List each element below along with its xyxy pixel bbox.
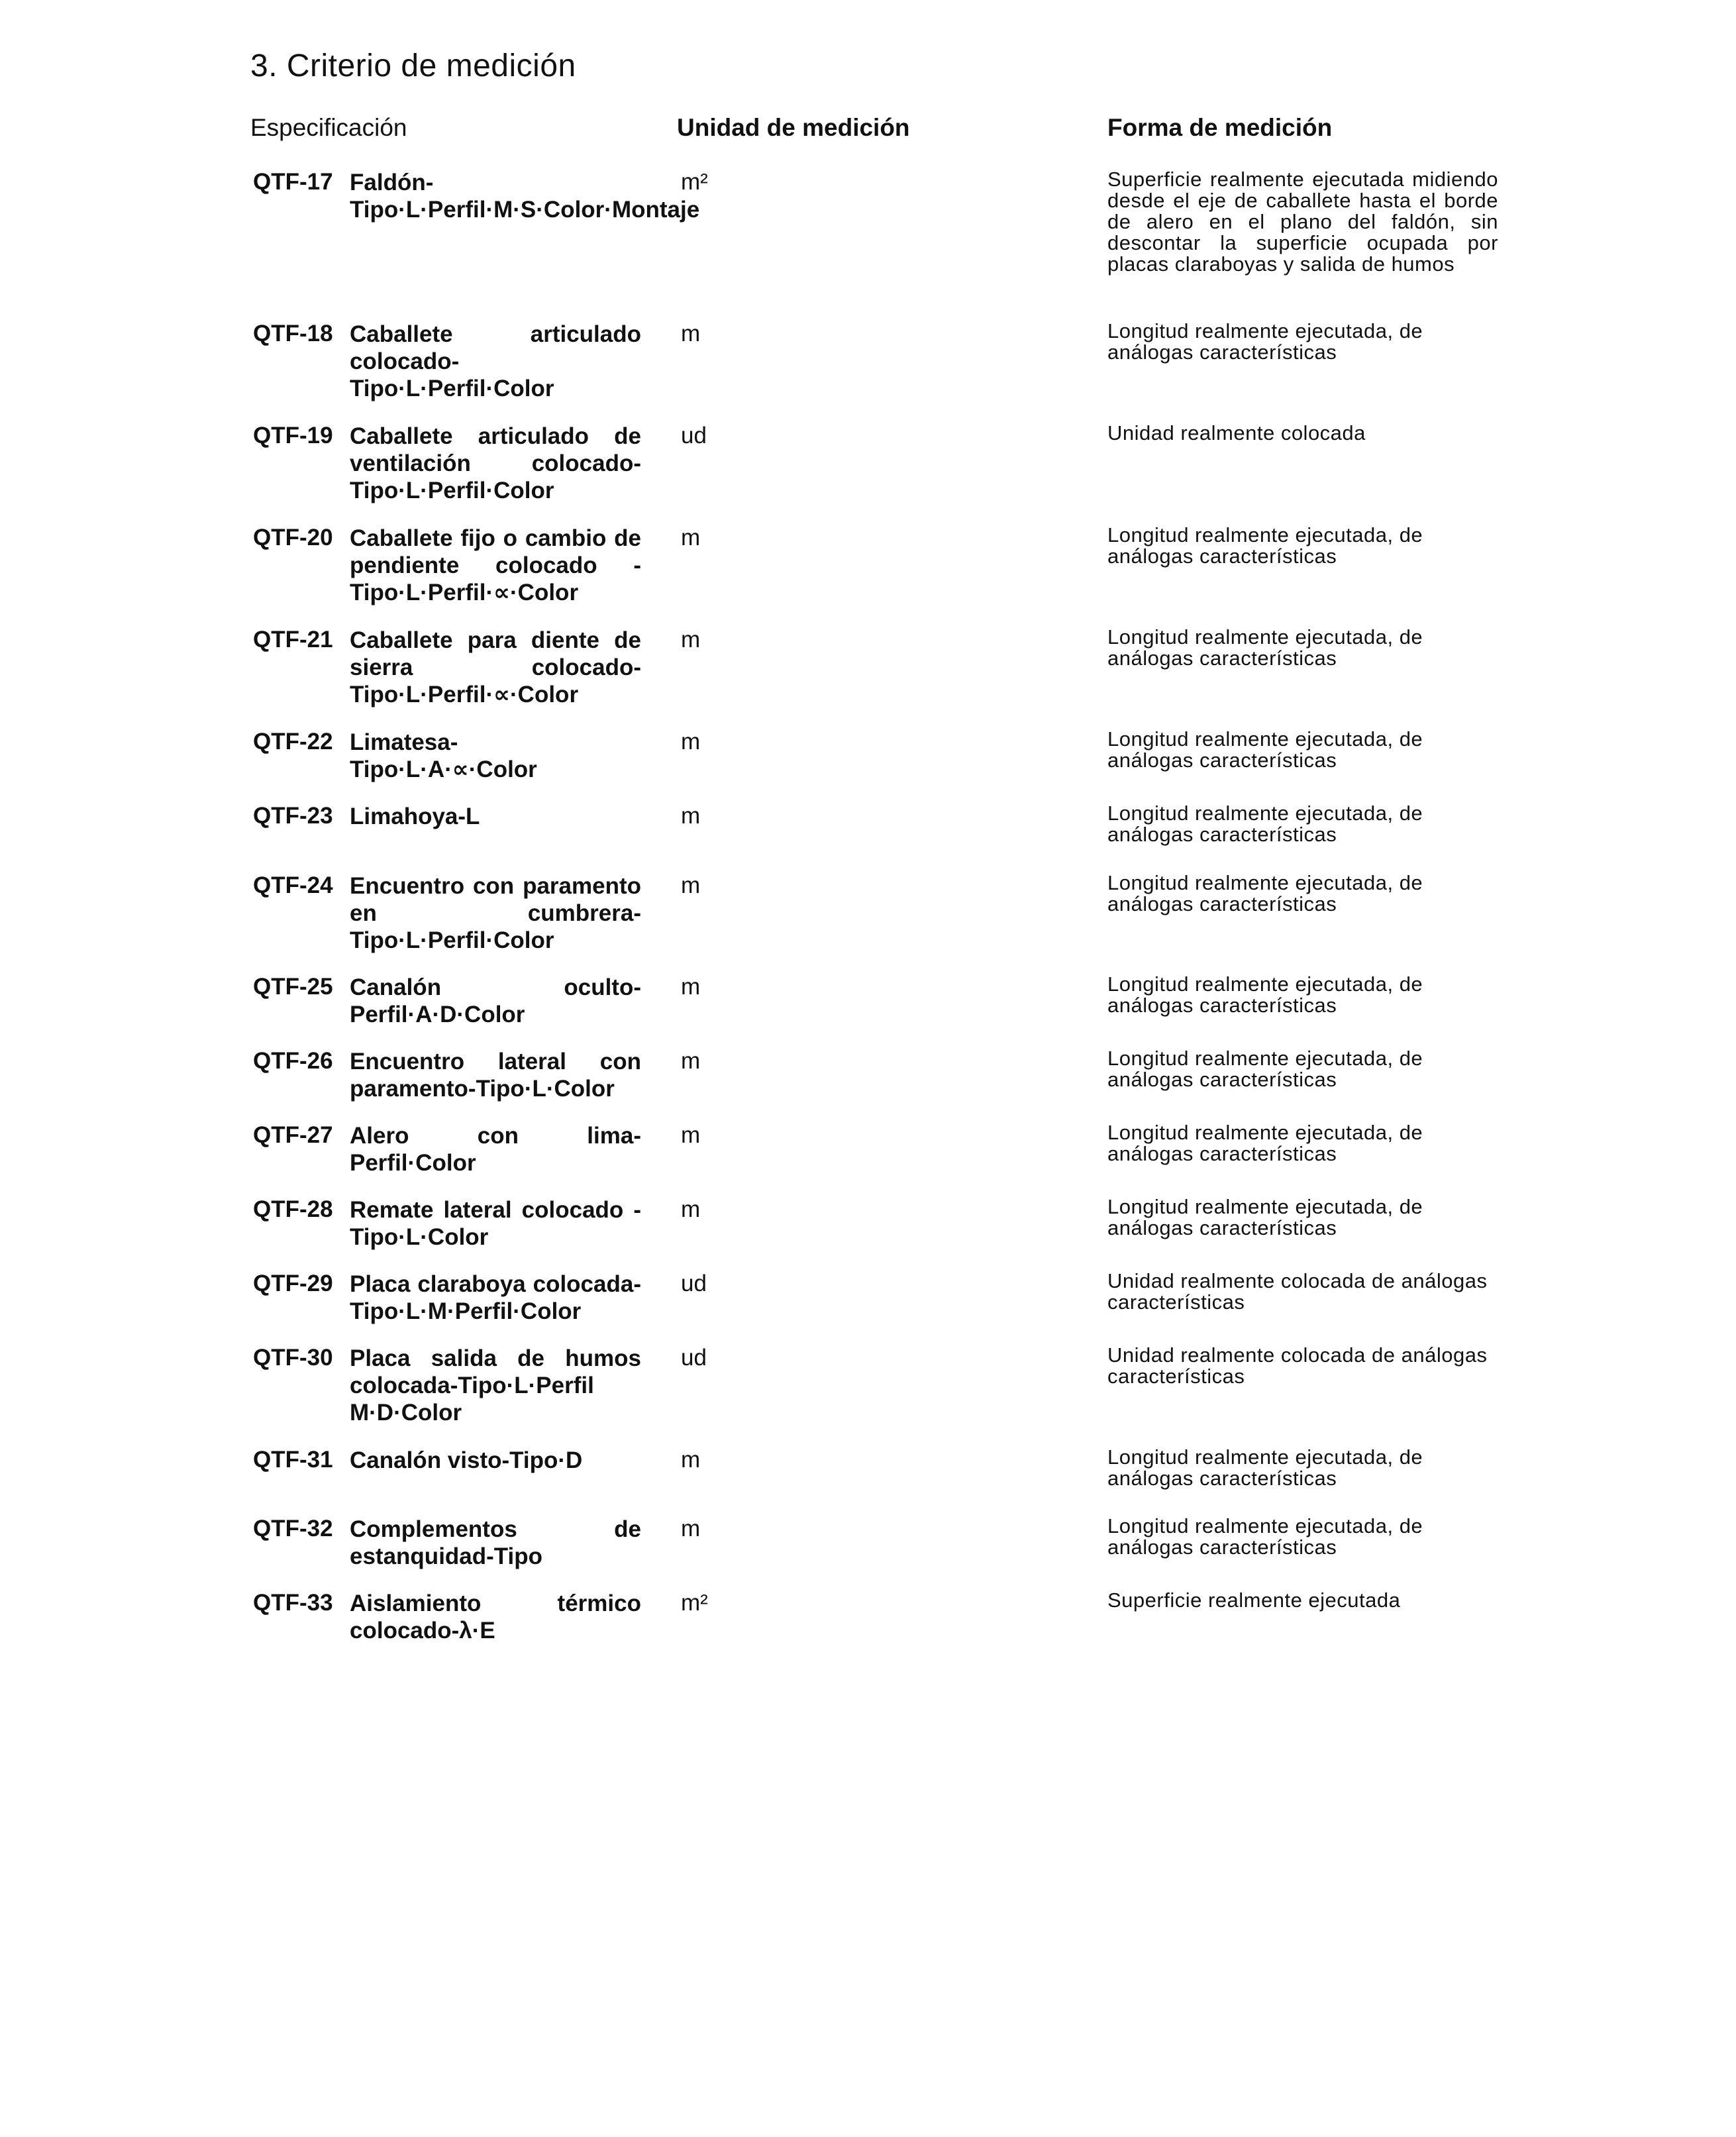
- row-spec: Aislamiento térmico colocado-λ·E: [350, 1590, 641, 1643]
- row-unit: m: [681, 1447, 701, 1473]
- row-form: Longitud realmente ejecutada, de análogas características: [1107, 972, 1423, 1017]
- row-code: QTF-31: [253, 1447, 333, 1473]
- column-header-form: Forma de medición: [1107, 114, 1333, 141]
- row-code: QTF-18: [253, 321, 333, 346]
- row-spec: Limatesa-Tipo·L·A·∝·Color: [350, 729, 537, 782]
- row-spec: Encuentro lateral con paramento-Tipo·L·Color: [350, 1049, 641, 1102]
- row-unit: ud: [681, 423, 707, 448]
- page-title: 3. Criterio de medición: [250, 48, 576, 83]
- row-spec: Caballete para diente de sierra colocado-Tipo·L·Perfil·∝·Color: [350, 627, 641, 707]
- column-header-spec: Especificación: [250, 114, 407, 141]
- row-unit: m²: [681, 1590, 708, 1616]
- row-spec: Encuentro con paramento en cumbrera-Tipo·L·Perfil·Color: [350, 873, 641, 953]
- row-form: Longitud realmente ejecutada, de análogas características: [1107, 1445, 1423, 1490]
- row-code: QTF-28: [253, 1196, 333, 1222]
- row-code: QTF-22: [253, 729, 333, 755]
- row-unit: m: [681, 525, 701, 550]
- row-spec: Caballete articulado de ventilación colocado-Tipo·L·Perfil·Color: [350, 423, 641, 503]
- row-form: Superficie realmente ejecutada midiendo desde el eje de caballete hasta el borde de alero en el plano del faldón, sin descontar la superficie ocupada por placas claraboyas y salida de humos: [1107, 168, 1498, 276]
- row-form: Unidad realmente colocada: [1107, 421, 1366, 444]
- column-header-unit: Unidad de medición: [677, 114, 910, 141]
- row-code: QTF-23: [253, 803, 333, 829]
- row-unit: m: [681, 1516, 701, 1541]
- row-code: QTF-32: [253, 1516, 333, 1541]
- row-unit: m: [681, 729, 701, 755]
- row-unit: ud: [681, 1271, 707, 1296]
- row-spec: Placa claraboya colocada-Tipo·L·M·Perfil·Color: [350, 1271, 641, 1324]
- row-spec: Canalón visto-Tipo·D: [350, 1447, 583, 1473]
- row-unit: m: [681, 321, 701, 346]
- row-form: Longitud realmente ejecutada, de análogas características: [1107, 523, 1423, 568]
- row-form: Longitud realmente ejecutada, de análogas características: [1107, 319, 1423, 364]
- row-code: QTF-21: [253, 627, 333, 652]
- row-unit: m: [681, 872, 701, 898]
- row-form: Longitud realmente ejecutada, de análogas características: [1107, 1121, 1423, 1165]
- row-form: Superficie realmente ejecutada: [1107, 1589, 1401, 1612]
- row-spec: Placa salida de humos colocada-Tipo·L·Perfil M·D·Color: [350, 1345, 641, 1426]
- row-unit: m: [681, 974, 701, 1000]
- row-form: Longitud realmente ejecutada, de análogas características: [1107, 1195, 1423, 1239]
- row-code: QTF-19: [253, 423, 333, 448]
- row-code: QTF-24: [253, 872, 333, 898]
- row-unit: m: [681, 627, 701, 652]
- row-form: Longitud realmente ejecutada, de análogas características: [1107, 1514, 1423, 1559]
- row-spec: Canalón oculto-Perfil·A·D·Color: [350, 974, 641, 1027]
- row-code: QTF-30: [253, 1345, 333, 1371]
- row-code: QTF-27: [253, 1122, 333, 1148]
- row-code: QTF-25: [253, 974, 333, 1000]
- row-code: QTF-20: [253, 525, 333, 550]
- row-form: Unidad realmente colocada de análogas características: [1107, 1343, 1488, 1388]
- row-form: Longitud realmente ejecutada, de análogas características: [1107, 871, 1423, 915]
- row-form: Longitud realmente ejecutada, de análogas características: [1107, 802, 1423, 846]
- row-form: Longitud realmente ejecutada, de análogas características: [1107, 727, 1423, 772]
- row-spec: Faldón-Tipo·L·Perfil·M·S·Color·Montaje: [350, 170, 700, 223]
- row-form: Longitud realmente ejecutada, de análogas características: [1107, 1047, 1423, 1091]
- row-spec: Remate lateral colocado -Tipo·L·Color: [350, 1197, 641, 1250]
- row-spec: Alero con lima-Perfil·Color: [350, 1123, 641, 1176]
- row-unit: m: [681, 1196, 701, 1222]
- row-code: QTF-33: [253, 1590, 333, 1616]
- row-form: Unidad realmente colocada de análogas características: [1107, 1269, 1488, 1314]
- row-code: QTF-17: [253, 169, 333, 195]
- row-unit: m: [681, 1122, 701, 1148]
- row-unit: ud: [681, 1345, 707, 1371]
- row-spec: Complementos de estanquidad-Tipo: [350, 1516, 641, 1569]
- row-spec: Caballete articulado colocado-Tipo·L·Perfil·Color: [350, 321, 641, 401]
- row-spec: Caballete fijo o cambio de pendiente colocado -Tipo·L·Perfil·∝·Color: [350, 525, 641, 605]
- row-code: QTF-29: [253, 1271, 333, 1296]
- row-form: Longitud realmente ejecutada, de análogas características: [1107, 625, 1423, 670]
- row-unit: m²: [681, 169, 708, 195]
- row-unit: m: [681, 1048, 701, 1074]
- row-spec: Limahoya-L: [350, 804, 480, 829]
- row-unit: m: [681, 803, 701, 829]
- row-code: QTF-26: [253, 1048, 333, 1074]
